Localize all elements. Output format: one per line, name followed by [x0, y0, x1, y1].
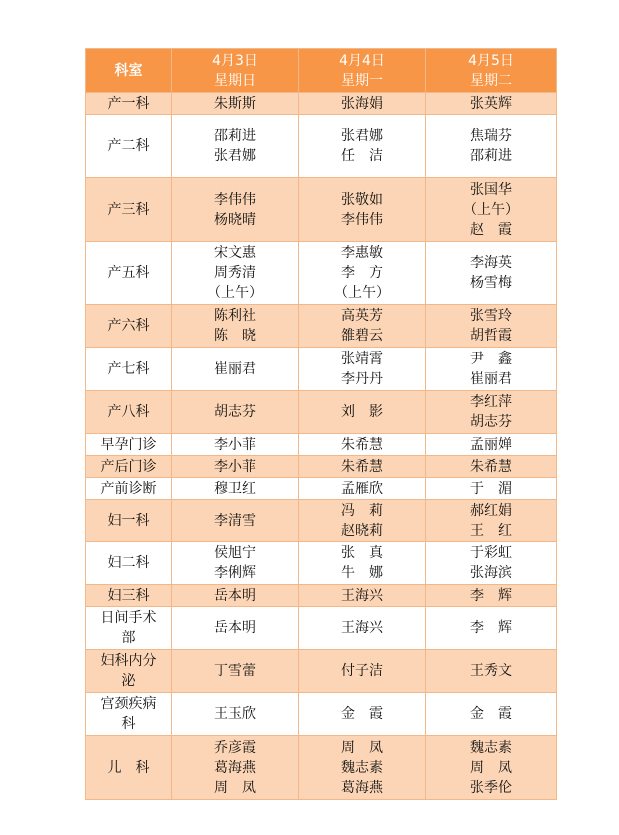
staff-name: 牛 娜	[341, 565, 383, 581]
duty-cell	[426, 456, 557, 478]
table-row	[86, 736, 557, 800]
staff-name: 岳本明	[214, 620, 256, 636]
staff-name: （上午）	[207, 285, 263, 301]
dept-cell	[86, 115, 172, 178]
duty-cell	[172, 434, 299, 456]
duty-cell	[299, 650, 426, 693]
dept-name: 宫颈疾病	[100, 696, 157, 712]
table-row	[86, 93, 557, 115]
day-date: 4月3日	[212, 52, 258, 69]
table-row	[86, 500, 557, 542]
staff-name: 侯旭宁	[214, 545, 256, 561]
staff-name: 张国华	[470, 181, 512, 198]
day-header	[172, 49, 299, 93]
day-date: 4月5日	[468, 52, 514, 69]
staff-name: 李红萍	[470, 394, 512, 410]
duty-cell	[172, 242, 299, 305]
duty-cell	[172, 607, 299, 650]
duty-cell	[426, 305, 557, 348]
duty-cell	[172, 478, 299, 500]
dept-name: 日间手术	[100, 610, 157, 626]
staff-name: 尹 鑫	[470, 351, 512, 367]
staff-name: 张 真	[341, 545, 383, 561]
staff-name: 邵莉进	[214, 128, 256, 144]
staff-name: 张靖霄	[341, 351, 383, 367]
dept-cell	[86, 305, 172, 348]
dept-name: 产一科	[107, 95, 150, 112]
staff-name: 李丹丹	[341, 371, 383, 387]
staff-name: 丁雪蕾	[214, 663, 256, 679]
dept-name: 产八科	[107, 404, 150, 420]
dept-cell	[86, 478, 172, 500]
table-row	[86, 607, 557, 650]
dept-cell	[86, 736, 172, 800]
schedule-body	[86, 93, 557, 800]
duty-cell	[299, 736, 426, 800]
staff-name: 高英芳	[341, 308, 383, 324]
dept-cell	[86, 348, 172, 391]
staff-name: 孟丽婵	[470, 436, 512, 453]
duty-cell	[426, 391, 557, 434]
staff-name: 雒碧云	[341, 328, 383, 344]
staff-name: 杨雪梅	[470, 275, 512, 291]
duty-cell	[426, 115, 557, 178]
duty-cell	[172, 93, 299, 115]
duty-cell	[426, 500, 557, 542]
dept-cell	[86, 500, 172, 542]
duty-cell	[299, 500, 426, 542]
staff-name: 李惠敏	[341, 245, 383, 261]
staff-name: 葛海燕	[341, 779, 383, 796]
staff-name: 崔丽君	[470, 371, 512, 387]
staff-name: 冯 莉	[341, 502, 383, 519]
duty-cell	[426, 736, 557, 800]
table-row	[86, 478, 557, 500]
staff-name: 胡哲霞	[470, 328, 512, 344]
table-row	[86, 456, 557, 478]
dept-name: 儿 科	[107, 759, 150, 776]
duty-cell	[426, 478, 557, 500]
duty-cell	[172, 178, 299, 242]
staff-name: 陈 晓	[214, 328, 256, 344]
staff-name: 赵晓莉	[341, 522, 383, 539]
duty-cell	[299, 391, 426, 434]
duty-cell	[426, 93, 557, 115]
staff-name: 焦瑞芬	[470, 128, 512, 144]
dept-column-header: 科室	[86, 49, 172, 93]
dept-cell	[86, 542, 172, 585]
staff-name: 张君娜	[214, 148, 256, 164]
staff-name: 魏志素	[341, 759, 383, 776]
duty-cell	[172, 542, 299, 585]
staff-name: 孟雁欣	[341, 480, 383, 497]
dept-name: 产六科	[107, 318, 150, 334]
staff-name: 刘 影	[341, 404, 383, 420]
table-row	[86, 434, 557, 456]
duty-cell	[299, 585, 426, 607]
duty-cell	[172, 456, 299, 478]
dept-name: 泌	[121, 673, 136, 689]
dept-name: 产七科	[107, 361, 150, 377]
dept-name: 产三科	[107, 201, 150, 218]
staff-name: 任 洁	[341, 148, 383, 164]
duty-cell	[426, 607, 557, 650]
duty-cell	[299, 178, 426, 242]
staff-name: 岳本明	[214, 587, 256, 604]
staff-name: 朱希慧	[341, 436, 383, 453]
staff-name: 张君娜	[341, 128, 383, 144]
staff-name: 杨晓晴	[214, 211, 256, 228]
staff-name: 金 霞	[341, 706, 383, 722]
staff-name: 李小菲	[214, 436, 256, 453]
duty-cell	[172, 391, 299, 434]
dept-name: 产前诊断	[100, 480, 157, 497]
table-row	[86, 242, 557, 305]
duty-cell	[172, 115, 299, 178]
dept-name: 科	[121, 716, 136, 732]
duty-cell	[426, 650, 557, 693]
dept-cell	[86, 456, 172, 478]
staff-name: 朱希慧	[470, 458, 512, 475]
staff-name: 周 凤	[470, 759, 512, 776]
staff-name: 周 凤	[214, 779, 256, 796]
table-row	[86, 585, 557, 607]
staff-name: 王海兴	[341, 620, 383, 636]
duty-cell	[299, 542, 426, 585]
table-row	[86, 650, 557, 693]
table-row	[86, 391, 557, 434]
staff-name: 乔彦霞	[214, 739, 256, 756]
dept-cell	[86, 585, 172, 607]
duty-cell	[426, 434, 557, 456]
duty-cell	[299, 693, 426, 736]
dept-name: 产五科	[107, 265, 150, 281]
dept-name: 产后门诊	[100, 458, 157, 475]
duty-cell	[426, 542, 557, 585]
staff-name: 付子洁	[341, 663, 383, 679]
staff-name: 葛海燕	[214, 759, 256, 776]
staff-name: （上午）	[463, 201, 519, 218]
duty-cell	[426, 693, 557, 736]
dept-cell	[86, 391, 172, 434]
staff-name: 于 湄	[470, 480, 512, 497]
staff-name: 郝红娟	[470, 502, 512, 519]
dept-cell	[86, 650, 172, 693]
staff-name: 李 方	[341, 265, 383, 281]
staff-name: 李清雪	[214, 512, 256, 529]
staff-name: 魏志素	[470, 739, 512, 756]
table-row	[86, 542, 557, 585]
dept-cell	[86, 434, 172, 456]
staff-name: （上午）	[334, 285, 390, 301]
dept-name: 产二科	[107, 138, 150, 154]
dept-name: 部	[121, 630, 136, 646]
staff-name: 陈利社	[214, 308, 256, 324]
staff-name: 胡志芬	[470, 414, 512, 430]
staff-name: 崔丽君	[214, 361, 256, 377]
dept-name: 妇三科	[107, 587, 150, 604]
duty-cell	[172, 500, 299, 542]
header-row	[86, 49, 557, 93]
dept-cell	[86, 607, 172, 650]
duty-cell	[172, 305, 299, 348]
staff-name: 朱斯斯	[214, 95, 256, 112]
duty-cell	[172, 693, 299, 736]
duty-cell	[299, 434, 426, 456]
duty-cell	[172, 585, 299, 607]
staff-name: 李俐辉	[214, 565, 256, 581]
staff-name: 张英辉	[470, 95, 512, 112]
duty-cell	[299, 115, 426, 178]
day-date: 4月4日	[339, 52, 385, 69]
staff-name: 周秀清	[214, 265, 256, 281]
staff-name: 张敬如	[341, 191, 383, 208]
staff-name: 朱希慧	[341, 458, 383, 475]
staff-name: 李伟伟	[341, 211, 383, 228]
duty-cell	[299, 93, 426, 115]
staff-name: 张海滨	[470, 565, 512, 581]
dept-cell	[86, 93, 172, 115]
table-row	[86, 115, 557, 178]
dept-name: 妇科内分	[100, 653, 157, 669]
dept-name: 妇二科	[107, 555, 150, 571]
duty-cell	[426, 585, 557, 607]
table-row	[86, 178, 557, 242]
duty-cell	[172, 736, 299, 800]
staff-name: 王玉欣	[214, 706, 256, 722]
day-header	[426, 49, 557, 93]
duty-schedule-table	[85, 48, 557, 800]
duty-cell	[426, 242, 557, 305]
duty-cell	[172, 650, 299, 693]
staff-name: 穆卫红	[214, 480, 256, 497]
dept-name: 早孕门诊	[100, 436, 157, 453]
staff-name: 胡志芬	[214, 404, 256, 420]
staff-name: 张雪玲	[470, 308, 512, 324]
staff-name: 周 凤	[341, 739, 383, 756]
duty-cell	[172, 348, 299, 391]
dept-name: 妇一科	[107, 512, 150, 529]
duty-cell	[426, 348, 557, 391]
staff-name: 宋文惠	[214, 245, 256, 261]
staff-name: 李伟伟	[214, 191, 256, 208]
staff-name: 王秀文	[470, 663, 512, 679]
duty-cell	[299, 348, 426, 391]
dept-cell	[86, 693, 172, 736]
dept-cell	[86, 178, 172, 242]
staff-name: 李海英	[470, 255, 512, 271]
staff-name: 于彩虹	[470, 545, 512, 561]
staff-name: 李小菲	[214, 458, 256, 475]
day-weekday: 星期二	[470, 72, 512, 89]
staff-name: 赵 霞	[470, 221, 512, 238]
staff-name: 张季伦	[470, 779, 512, 796]
staff-name: 金 霞	[470, 706, 512, 722]
staff-name: 邵莉进	[470, 148, 512, 164]
staff-name: 王海兴	[341, 587, 383, 604]
table-row	[86, 348, 557, 391]
staff-name: 张海娟	[341, 95, 383, 112]
duty-cell	[426, 178, 557, 242]
day-weekday: 星期一	[341, 72, 383, 89]
table-row	[86, 305, 557, 348]
staff-name: 李 辉	[470, 587, 512, 604]
day-weekday: 星期日	[214, 72, 256, 89]
staff-name: 王 红	[470, 522, 512, 539]
duty-cell	[299, 478, 426, 500]
dept-cell	[86, 242, 172, 305]
day-header	[299, 49, 426, 93]
table-row	[86, 693, 557, 736]
staff-name: 李 辉	[470, 620, 512, 636]
duty-cell	[299, 456, 426, 478]
duty-cell	[299, 242, 426, 305]
duty-cell	[299, 607, 426, 650]
duty-cell	[299, 305, 426, 348]
